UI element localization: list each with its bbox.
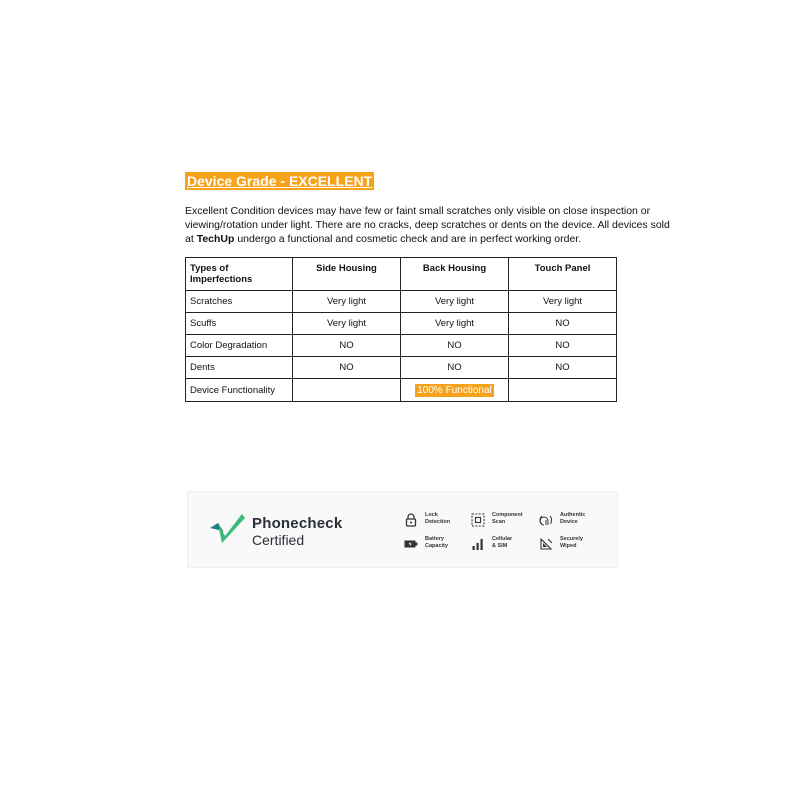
touch-panel-cell: Very light	[509, 291, 617, 313]
row-label: Scratches	[186, 291, 293, 313]
table-row	[186, 313, 617, 335]
table-header-row	[186, 258, 617, 291]
feature-authentic-device	[539, 512, 585, 527]
feature-lock-detection	[404, 512, 450, 527]
signal-bars-icon	[471, 537, 485, 551]
header-types: Types of Imperfections	[186, 258, 293, 291]
side-housing-cell	[293, 379, 401, 402]
touch-panel-cell: NO	[509, 357, 617, 379]
functionality-row	[186, 379, 617, 402]
feature-label: Cellular & SIM	[492, 536, 513, 549]
secure-wipe-icon	[539, 537, 553, 551]
phonecheck-title: Phonecheck	[252, 515, 343, 532]
functionality-badge: 100% Functional	[417, 385, 492, 396]
grade-title: Device Grade - EXCELLENT	[187, 173, 373, 189]
imperfections-table	[185, 257, 617, 402]
description-text-end: undergo a functional and cosmetic check and are in perfect working order.	[234, 233, 582, 245]
feature-label: Lock Detection	[425, 512, 451, 525]
certified-subtitle: Certified	[252, 532, 305, 548]
brand-name: TechUp	[196, 233, 235, 245]
row-label: Scuffs	[186, 313, 293, 335]
back-housing-cell: NO	[401, 357, 509, 379]
lock-icon	[404, 513, 418, 527]
side-housing-cell: Very light	[293, 313, 401, 335]
phonecheck-certified-banner	[187, 491, 618, 568]
feature-label: Battery Capacity	[425, 536, 448, 549]
feature-label: Securely Wiped	[560, 536, 583, 549]
touch-panel-cell: NO	[509, 335, 617, 357]
battery-icon	[404, 537, 418, 551]
back-housing-cell: Very light	[401, 291, 509, 313]
touch-panel-cell: NO	[509, 313, 617, 335]
table-row	[186, 291, 617, 313]
feature-component-scan	[471, 512, 523, 527]
feature-cellular-sim	[471, 536, 512, 551]
side-housing-cell: NO	[293, 335, 401, 357]
row-label: Dents	[186, 357, 293, 379]
header-side-housing: Side Housing	[293, 258, 401, 291]
functionality-label: Device Functionality	[186, 379, 293, 402]
touch-panel-cell	[509, 379, 617, 402]
fingerprint-icon	[539, 513, 553, 527]
table-row	[186, 335, 617, 357]
checkmark-logo-icon	[208, 512, 246, 546]
grade-description	[185, 204, 670, 246]
back-housing-cell: Very light	[401, 313, 509, 335]
table-row	[186, 357, 617, 379]
header-touch-panel: Touch Panel	[509, 258, 617, 291]
description-text-start: Excellent Condition devices may have few or faint small scratches only visible on close inspection or viewing/rotation under light. There are no cracks, deep scratches or dents on the device. All devices sold at	[185, 205, 670, 245]
side-housing-cell: NO	[293, 357, 401, 379]
feature-label: Component Scan	[492, 512, 523, 525]
side-housing-cell: Very light	[293, 291, 401, 313]
row-label: Color Degradation	[186, 335, 293, 357]
functionality-cell	[401, 379, 509, 402]
feature-securely-wiped	[539, 536, 583, 551]
back-housing-cell: NO	[401, 335, 509, 357]
feature-label: Authentic Device	[560, 512, 586, 525]
header-back-housing: Back Housing	[401, 258, 509, 291]
component-scan-icon	[471, 513, 485, 527]
feature-battery-capacity	[404, 536, 448, 551]
